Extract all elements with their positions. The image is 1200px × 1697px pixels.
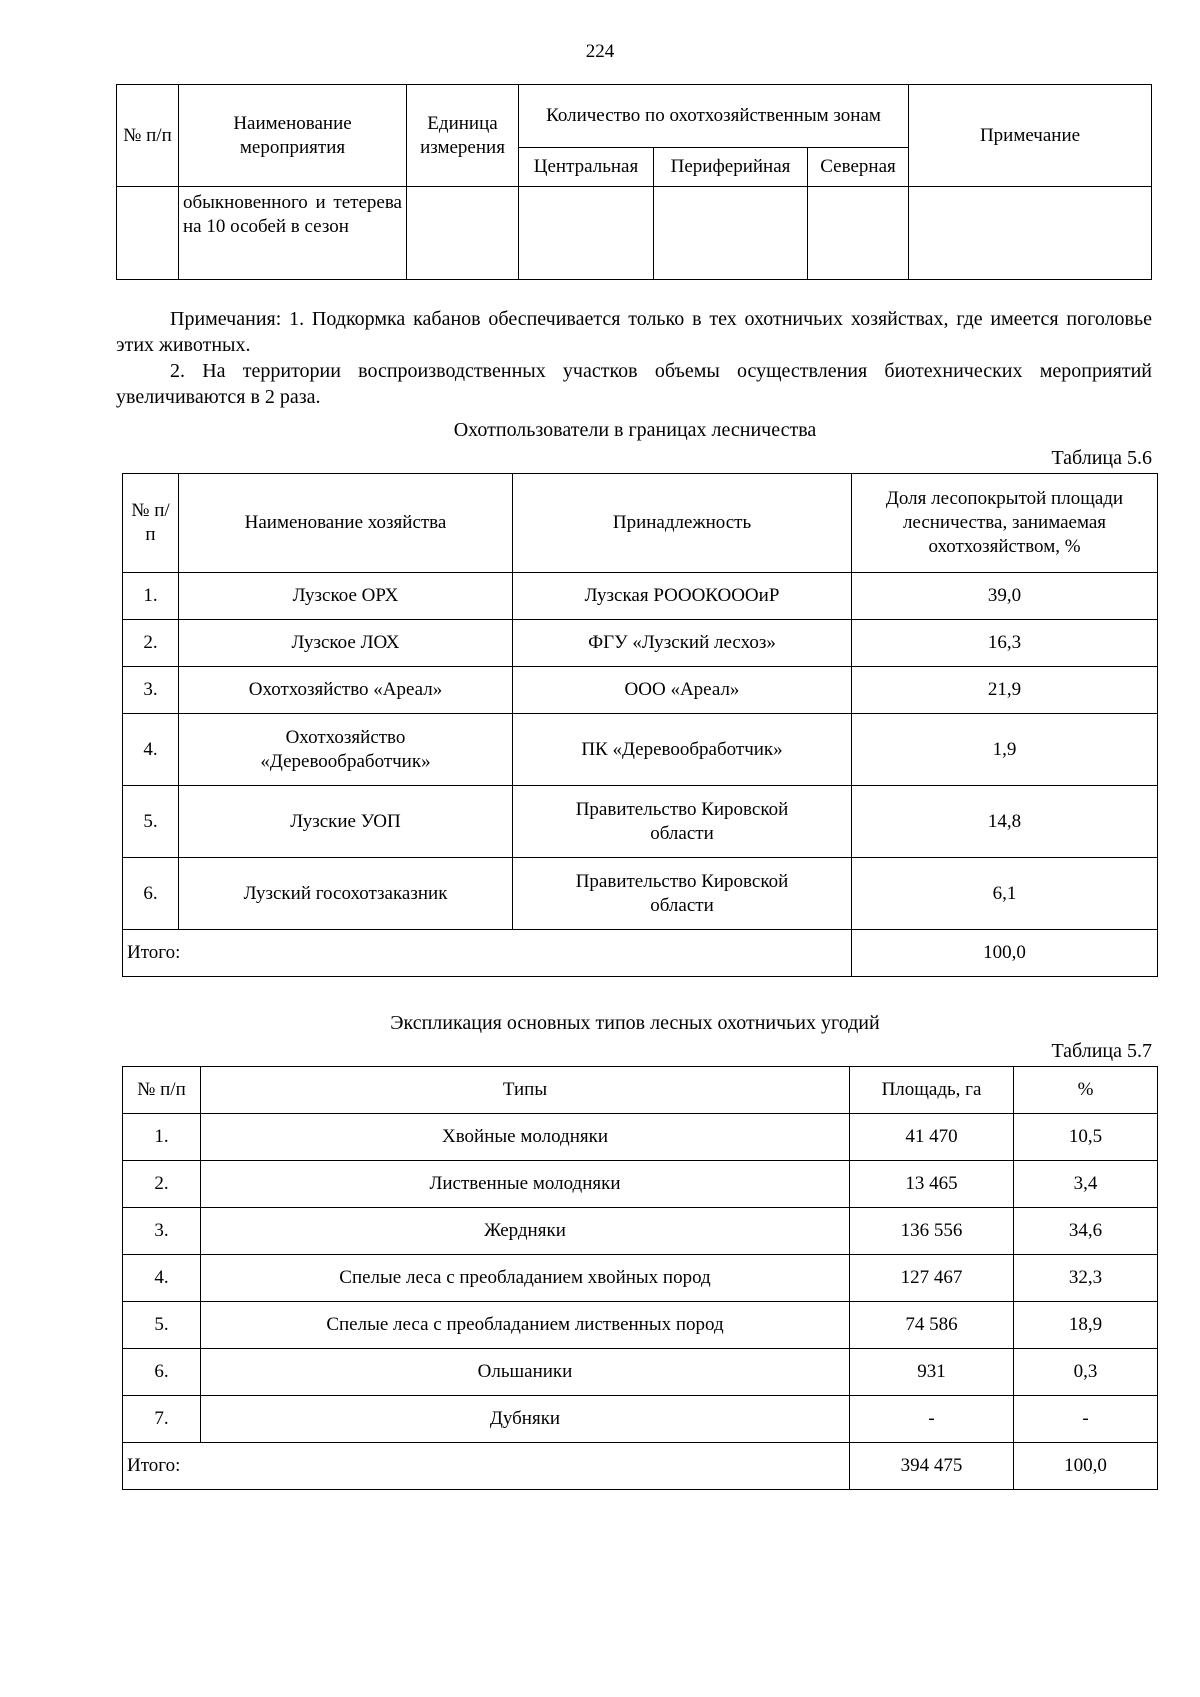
cell-farm-name: Лузский госохотзаказник [179,858,513,930]
cell-farm-name: Охотхозяйство «Деревообработчик» [179,714,513,786]
cell-num: 1. [123,1114,201,1161]
cell-share: 14,8 [852,786,1158,858]
header-zones-group: Количество по охотхозяйственным зонам [519,85,909,148]
cell-area: 13 465 [850,1161,1014,1208]
cell-central [519,187,654,280]
total-value: 100,0 [852,930,1158,977]
header-zone-peripheral: Периферийная [654,148,808,187]
cell-measure-name: обыкновенного и тетерева на 10 особей в сезон [179,187,407,280]
table2-label: Таблица 5.6 [1051,447,1152,469]
header-zone-central: Центральная [519,148,654,187]
cell-pct: 10,5 [1014,1114,1158,1161]
cell-area: 136 556 [850,1208,1014,1255]
table-row [123,1255,1158,1302]
total-label: Итого: [123,1443,850,1490]
table2-caption: Охотпользователи в границах лесничества [453,419,817,441]
notes-block [116,306,1152,410]
cell-num: 6. [123,1349,201,1396]
cell-area: 931 [850,1349,1014,1396]
table3-label: Таблица 5.7 [1051,1040,1152,1062]
total-row [123,930,1158,977]
cell-num: 2. [123,1161,201,1208]
cell-num: 5. [123,786,179,858]
land-types-table [122,1066,1158,1490]
cell-num: 5. [123,1302,201,1349]
table-row [123,1161,1158,1208]
table-row [123,786,1158,858]
cell-owner: Правительство Кировской области [513,786,852,858]
total-pct: 100,0 [1014,1443,1158,1490]
table-row [123,667,1158,714]
table-row [123,858,1158,930]
cell-type: Жердняки [201,1208,850,1255]
header-area: Площадь, га [850,1067,1014,1114]
cell-num: 2. [123,620,179,667]
cell-share: 16,3 [852,620,1158,667]
cell-num [117,187,179,280]
cell-num: 4. [123,714,179,786]
page-number: 224 [585,41,615,62]
cell-farm-name: Охотхозяйство «Ареал» [179,667,513,714]
cell-num: 7. [123,1396,201,1443]
cell-area: 41 470 [850,1114,1014,1161]
cell-area: 127 467 [850,1255,1014,1302]
cell-share: 6,1 [852,858,1158,930]
cell-type: Спелые леса с преобладанием лиственных пород [201,1302,850,1349]
note-2: 2. На территории воспроизводственных участков объемы осуществления биотехнических мероприятий увеличиваются в 2 раза. [116,360,1152,408]
cell-num: 1. [123,573,179,620]
cell-type: Ольшаники [201,1349,850,1396]
cell-owner: ФГУ «Лузский лесхоз» [513,620,852,667]
header-num: № п/п [123,474,179,573]
cell-farm-name: Лузские УОП [179,786,513,858]
cell-unit [407,187,519,280]
header-note: Примечание [909,85,1152,187]
header-num: № п/п [123,1067,201,1114]
cell-owner: Правительство Кировской области [513,858,852,930]
total-row [123,1443,1158,1490]
table-row [123,1396,1158,1443]
cell-farm-name: Лузское ЛОХ [179,620,513,667]
cell-type: Хвойные молодняки [201,1114,850,1161]
cell-pct: - [1014,1396,1158,1443]
header-owner: Принадлежность [513,474,852,573]
table-row [117,187,1152,280]
table-row [123,1208,1158,1255]
cell-area: 74 586 [850,1302,1014,1349]
header-share: Доля лесопокрытой площади лесничества, занимаемая охотхозяйством, % [852,474,1158,573]
cell-area: - [850,1396,1014,1443]
cell-num: 3. [123,667,179,714]
cell-num: 6. [123,858,179,930]
header-pct: % [1014,1067,1158,1114]
cell-num: 3. [123,1208,201,1255]
cell-share: 21,9 [852,667,1158,714]
cell-farm-name: Лузское ОРХ [179,573,513,620]
header-unit: Единица измерения [407,85,519,187]
cell-num: 4. [123,1255,201,1302]
header-num: № п/п [117,85,179,187]
hunters-table [122,473,1158,977]
cell-type: Дубняки [201,1396,850,1443]
cell-peripheral [654,187,808,280]
cell-north [808,187,909,280]
cell-pct: 32,3 [1014,1255,1158,1302]
cell-share: 39,0 [852,573,1158,620]
header-type: Типы [201,1067,850,1114]
cell-type: Лиственные молодняки [201,1161,850,1208]
cell-owner: Лузская РОООКОООиР [513,573,852,620]
header-farm-name: Наименование хозяйства [179,474,513,573]
header-measure-name: Наименование мероприятия [179,85,407,187]
cell-owner: ПК «Деревообработчик» [513,714,852,786]
cell-type: Спелые леса с преобладанием хвойных пород [201,1255,850,1302]
cell-pct: 0,3 [1014,1349,1158,1396]
cell-pct: 3,4 [1014,1161,1158,1208]
cell-note [909,187,1152,280]
cell-pct: 18,9 [1014,1302,1158,1349]
total-label: Итого: [123,930,852,977]
table-row [123,1114,1158,1161]
table-row [123,620,1158,667]
header-zone-north: Северная [808,148,909,187]
total-area: 394 475 [850,1443,1014,1490]
measures-table-continuation [116,84,1152,280]
table-row [123,714,1158,786]
table-row [123,573,1158,620]
table-row [123,1349,1158,1396]
note-1: Примечания: 1. Подкормка кабанов обеспечивается только в тех охотничьих хозяйствах, где имеется поголовье этих животных. [116,308,1152,356]
cell-owner: ООО «Ареал» [513,667,852,714]
cell-pct: 34,6 [1014,1208,1158,1255]
table3-caption: Экспликация основных типов лесных охотничьих угодий [390,1012,880,1034]
table-row [123,1302,1158,1349]
cell-share: 1,9 [852,714,1158,786]
